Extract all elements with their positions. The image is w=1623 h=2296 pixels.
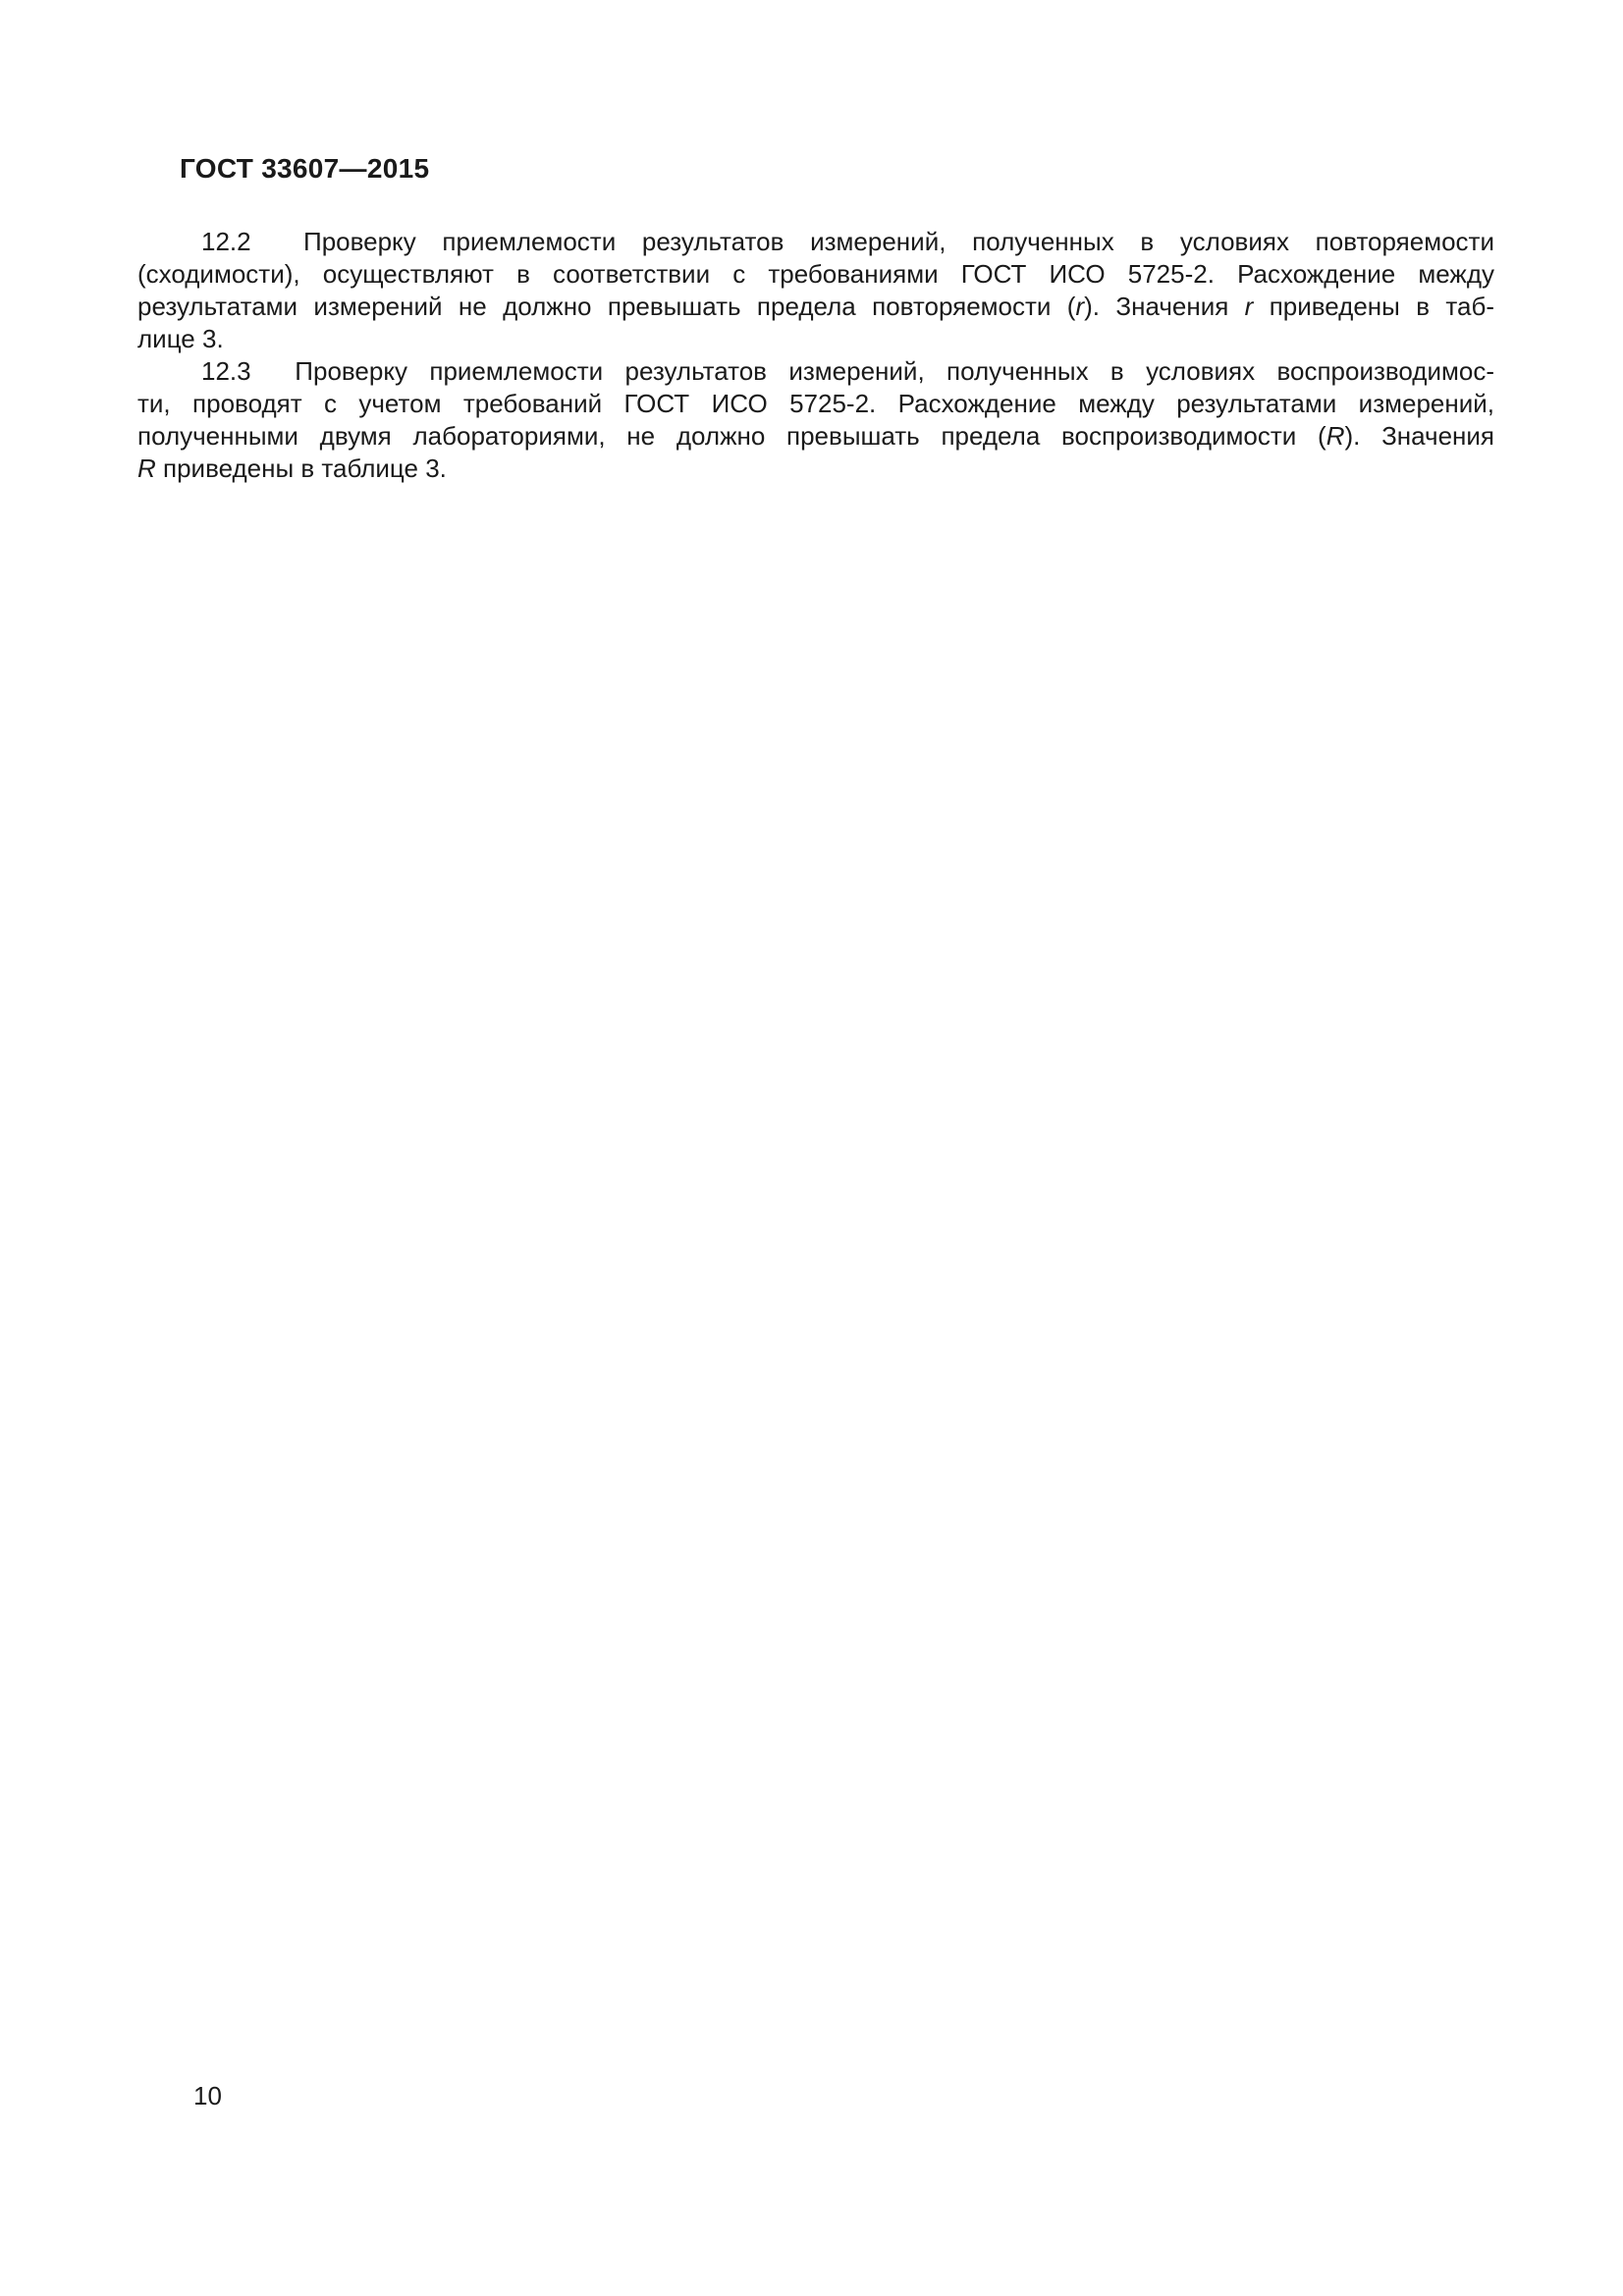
text-line [137,323,1494,355]
text-segment: лице 3. [137,324,224,353]
paragraph [137,226,1494,355]
text-line [137,291,1494,323]
text-segment: 12.3 Проверку приемлемости результатов измерений, полученных в условиях воспроизводимос- [201,356,1494,386]
text-segment: приведены в таб- [1253,292,1495,321]
text-segment: полученными двумя лабораториями, не должно превышать предела воспроизводимости ( [137,421,1326,451]
document-header: ГОСТ 33607—2015 [180,153,430,184]
text-line [137,420,1494,453]
page-number: 10 [193,2081,222,2110]
text-line [137,258,1494,291]
text-segment: ). Значения [1344,421,1494,451]
text-segment: ). Значения [1084,292,1245,321]
italic-symbol: r [1244,292,1254,321]
text-segment: (сходимости), осуществляют в соответствии с требованиями ГОСТ ИСО 5725-2. Расхождение между [137,259,1494,289]
paragraph [137,355,1494,485]
text-segment: результатами измерений не должно превышать предела повторяемости ( [137,292,1076,321]
body-text [137,226,1494,485]
text-line [137,355,1494,388]
italic-symbol: R [1325,421,1345,451]
text-segment: ти, проводят с учетом требований ГОСТ ИСО 5725-2. Расхождение между результатами измерений, [137,389,1494,418]
text-line [137,388,1494,420]
text-line [137,226,1494,258]
text-line [137,453,1494,485]
italic-symbol: R [137,454,156,483]
text-segment: приведены в таблице 3. [155,454,447,483]
italic-symbol: r [1075,292,1085,321]
text-segment: 12.2 Проверку приемлемости результатов измерений, полученных в условиях повторяемости [201,227,1494,256]
